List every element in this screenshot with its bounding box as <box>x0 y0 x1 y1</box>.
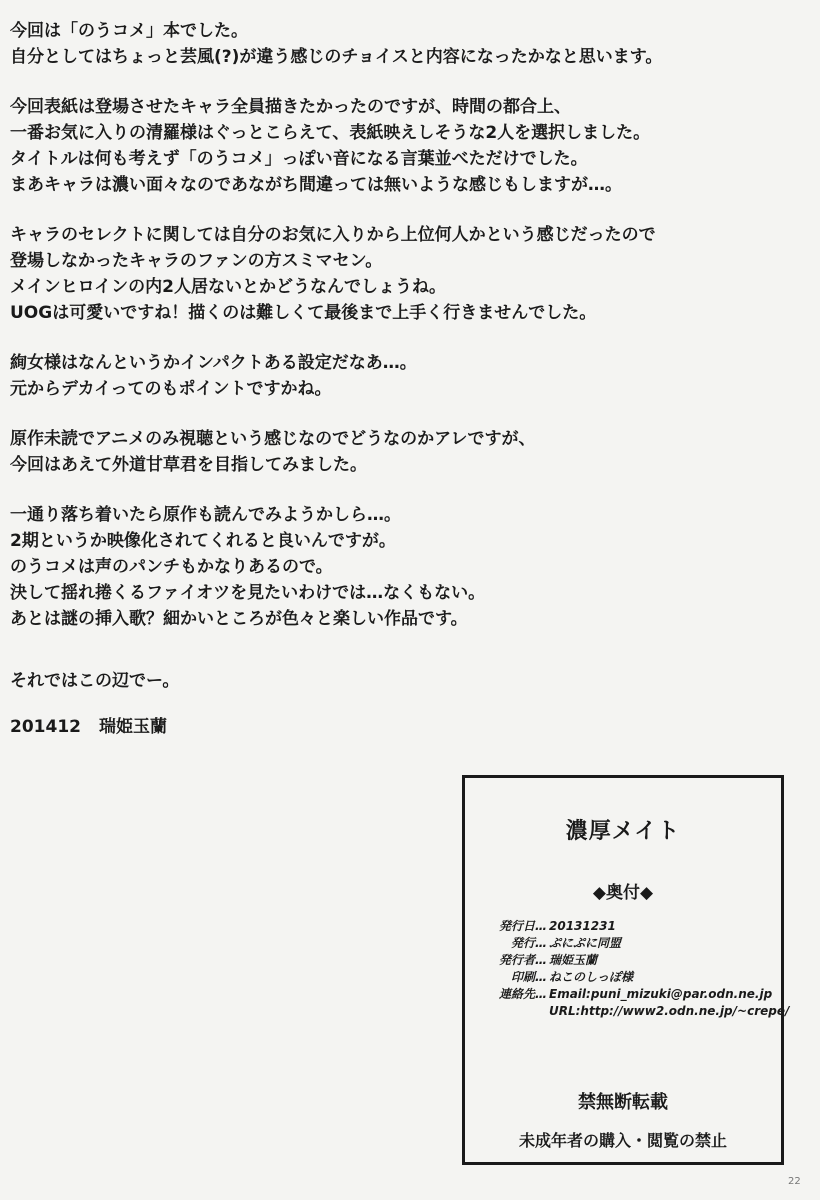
paragraph <box>10 94 810 198</box>
paragraph <box>10 502 810 632</box>
paragraph <box>10 222 810 326</box>
no-reprint-notice: 禁無断転載 <box>578 1092 668 1113</box>
paragraph <box>10 426 810 478</box>
text-line: 今回はあえて外道甘草君を目指してみました。 <box>10 455 367 475</box>
url-value: URL:http://www2.odn.ne.jp/~crepe/ <box>549 1004 790 1018</box>
colophon-info <box>465 918 790 1020</box>
contact-email-row <box>465 986 785 1003</box>
text-line: 今回表紙は登場させたキャラ全員描きたかったのですが、時間の都合上、 <box>10 97 571 117</box>
text-line: 自分としてはちょっと芸風(?)が違う感じのチョイスと内容になったかなと思います。 <box>10 47 663 67</box>
book-title: 濃厚メイト <box>565 819 681 844</box>
contact-url-row <box>465 1003 790 1020</box>
paragraph <box>10 18 810 70</box>
text-line: キャラのセレクトに関しては自分のお気に入りから上位何人かという感じだったので <box>10 225 656 245</box>
printer-row <box>465 969 785 986</box>
text-line: 2期というか映像化されてくれると良いんですが。 <box>10 531 396 551</box>
publisher-row <box>465 935 785 952</box>
text-line: 原作未読でアニメのみ視聴という感じなのでどうなのかアレですが、 <box>10 429 536 449</box>
row-label: 発行… <box>510 936 547 950</box>
paragraph <box>10 350 810 402</box>
text-line: のうコメは声のパンチもかなりあるので。 <box>10 557 333 577</box>
row-label: 連絡先… <box>498 987 547 1001</box>
afterword <box>10 18 810 740</box>
row-label: 発行者… <box>498 953 547 967</box>
text-line: 今回は「のうコメ」本でした。 <box>10 21 248 41</box>
text-line: 一通り落ち着いたら原作も読んでみようかしら…。 <box>10 505 401 525</box>
text-line: あとは謎の挿入歌？細かいところが色々と楽しい作品です。 <box>10 609 468 629</box>
age-restriction-notice: 未成年者の購入・閲覧の禁止 <box>518 1131 727 1150</box>
row-label <box>465 1003 547 1020</box>
row-value: 20131231 <box>549 919 616 933</box>
text-line: まあキャラは濃い面々なのであながち間違っては無いような感じもしますが…。 <box>10 175 622 195</box>
issuer-row <box>465 952 785 969</box>
publish-date-row <box>465 918 785 935</box>
colophon-heading: ◆奥付◆ <box>592 883 654 903</box>
closing-line: それではこの辺でー。 <box>10 671 180 691</box>
text-line: 決して揺れ捲くるファイオツを見たいわけでは…なくもない。 <box>10 583 486 603</box>
text-line: タイトルは何も考えず「のうコメ」っぽい音になる言葉並べただけでした。 <box>10 149 588 169</box>
signature <box>10 714 810 740</box>
text-line: UOGは可愛いですね！描くのは難しくて最後まで上手く行きませんでした。 <box>10 303 597 323</box>
row-label: 発行日… <box>498 919 547 933</box>
row-value: 瑞姫玉蘭 <box>549 953 598 967</box>
page-number: 22 <box>788 1176 801 1187</box>
date: 201412 <box>10 717 81 737</box>
colophon-box <box>462 775 790 1165</box>
email-value: Email:puni_mizuki@par.odn.ne.jp <box>549 987 773 1001</box>
text-line: 元からデカイってのもポイントですかね。 <box>10 379 332 399</box>
row-value: ぷにぷに同盟 <box>549 936 622 950</box>
row-label: 印刷… <box>510 970 547 984</box>
text-line: 絢女様はなんというかインパクトある設定だなあ…。 <box>10 353 417 373</box>
author-name: 瑞姫玉蘭 <box>98 717 167 737</box>
text-line: 登場しなかったキャラのファンの方スミマセン。 <box>10 251 383 271</box>
row-value: ねこのしっぽ様 <box>549 970 634 984</box>
text-line: メインヒロインの内2人居ないとかどうなんでしょうね。 <box>10 277 446 297</box>
text-line: 一番お気に入りの清羅様はぐっとこらえて、表紙映えしそうな2人を選択しました。 <box>10 123 651 143</box>
